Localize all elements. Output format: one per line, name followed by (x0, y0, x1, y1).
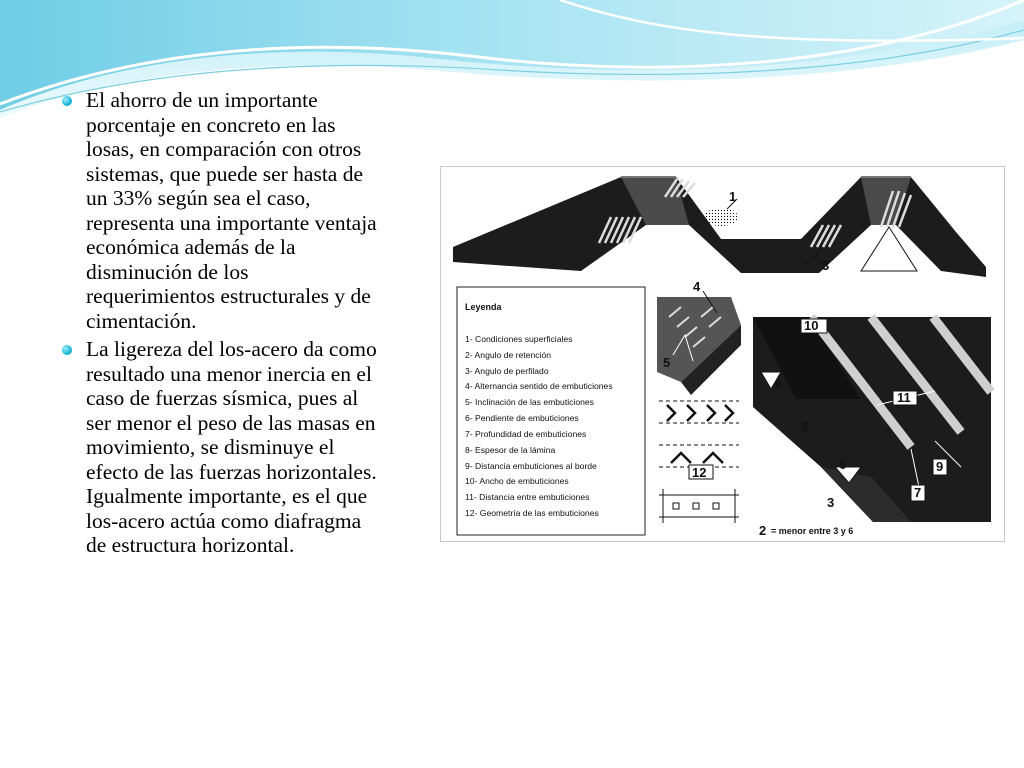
embossing-geometry (659, 401, 739, 523)
label-3b: 3 (827, 495, 835, 510)
bullet-text: El ahorro de un importante porcentaje en concreto en las losas, en comparación con otros sistemas, que puede ser hasta de un 33% según sea el caso, representa una importante ventaja económica además de la disminución de los requerimientos estructurales y de cimentación. (86, 88, 377, 333)
legend-item: 5- Inclinación de las embuticiones (465, 397, 594, 407)
label-4: 4 (693, 279, 701, 294)
label-7: 7 (914, 485, 922, 500)
legend-item: 7- Profundidad de embuticiones (465, 429, 587, 439)
legend-title: Leyenda (465, 302, 502, 312)
legend-item: 9- Distancia embuticiones al borde (465, 461, 597, 471)
bullet-dot-icon (62, 96, 72, 106)
legend-item: 10- Ancho de embuticiones (465, 476, 569, 486)
note-text: = menor entre 3 y 6 (771, 526, 854, 536)
bullet-text: La ligereza del los-acero da como resultado una menor inercia en el caso de fuerzas sísmica, pues al ser menor el peso de las masas en movimiento, se disminuye el efecto de las fuerzas horizontales. Igualmente importante, es el que los-acero actúa como diafragma de estructura horizontal. (86, 337, 377, 557)
label-2: 2 (759, 523, 767, 538)
steel-deck-diagram (440, 166, 1005, 542)
legend-item: 3- Angulo de perfilado (465, 366, 549, 376)
enlarged-deck-view (753, 317, 991, 522)
label-12: 12 (692, 465, 707, 480)
bullet-item (62, 337, 382, 558)
label-5: 5 (663, 355, 671, 370)
legend-item: 1- Condiciones superficiales (465, 334, 573, 344)
deck-profile-illustration (453, 177, 986, 277)
legend-item: 4- Alternancia sentido de embuticiones (465, 381, 613, 391)
legend-item: 12- Geometría de las embuticiones (465, 508, 599, 518)
bullet-dot-icon (62, 345, 72, 355)
label-6: 6 (775, 377, 783, 392)
label-3: 3 (822, 258, 830, 273)
bullet-list (62, 88, 382, 562)
legend-item: 8- Espesor de la lámina (465, 445, 556, 455)
legend-item: 6- Pendiente de embuticiones (465, 413, 579, 423)
embossing-detail (657, 291, 741, 395)
legend-item: 11- Distancia entre embuticiones (465, 492, 590, 502)
label-1: 1 (729, 189, 737, 204)
legend-item: 2- Angulo de retención (465, 350, 552, 360)
label-11: 11 (897, 390, 911, 405)
label-10: 10 (804, 318, 819, 333)
label-8: 8 (801, 419, 809, 434)
label-9: 9 (936, 459, 944, 474)
label-6b: 6 (839, 457, 847, 472)
bullet-item (62, 88, 382, 333)
